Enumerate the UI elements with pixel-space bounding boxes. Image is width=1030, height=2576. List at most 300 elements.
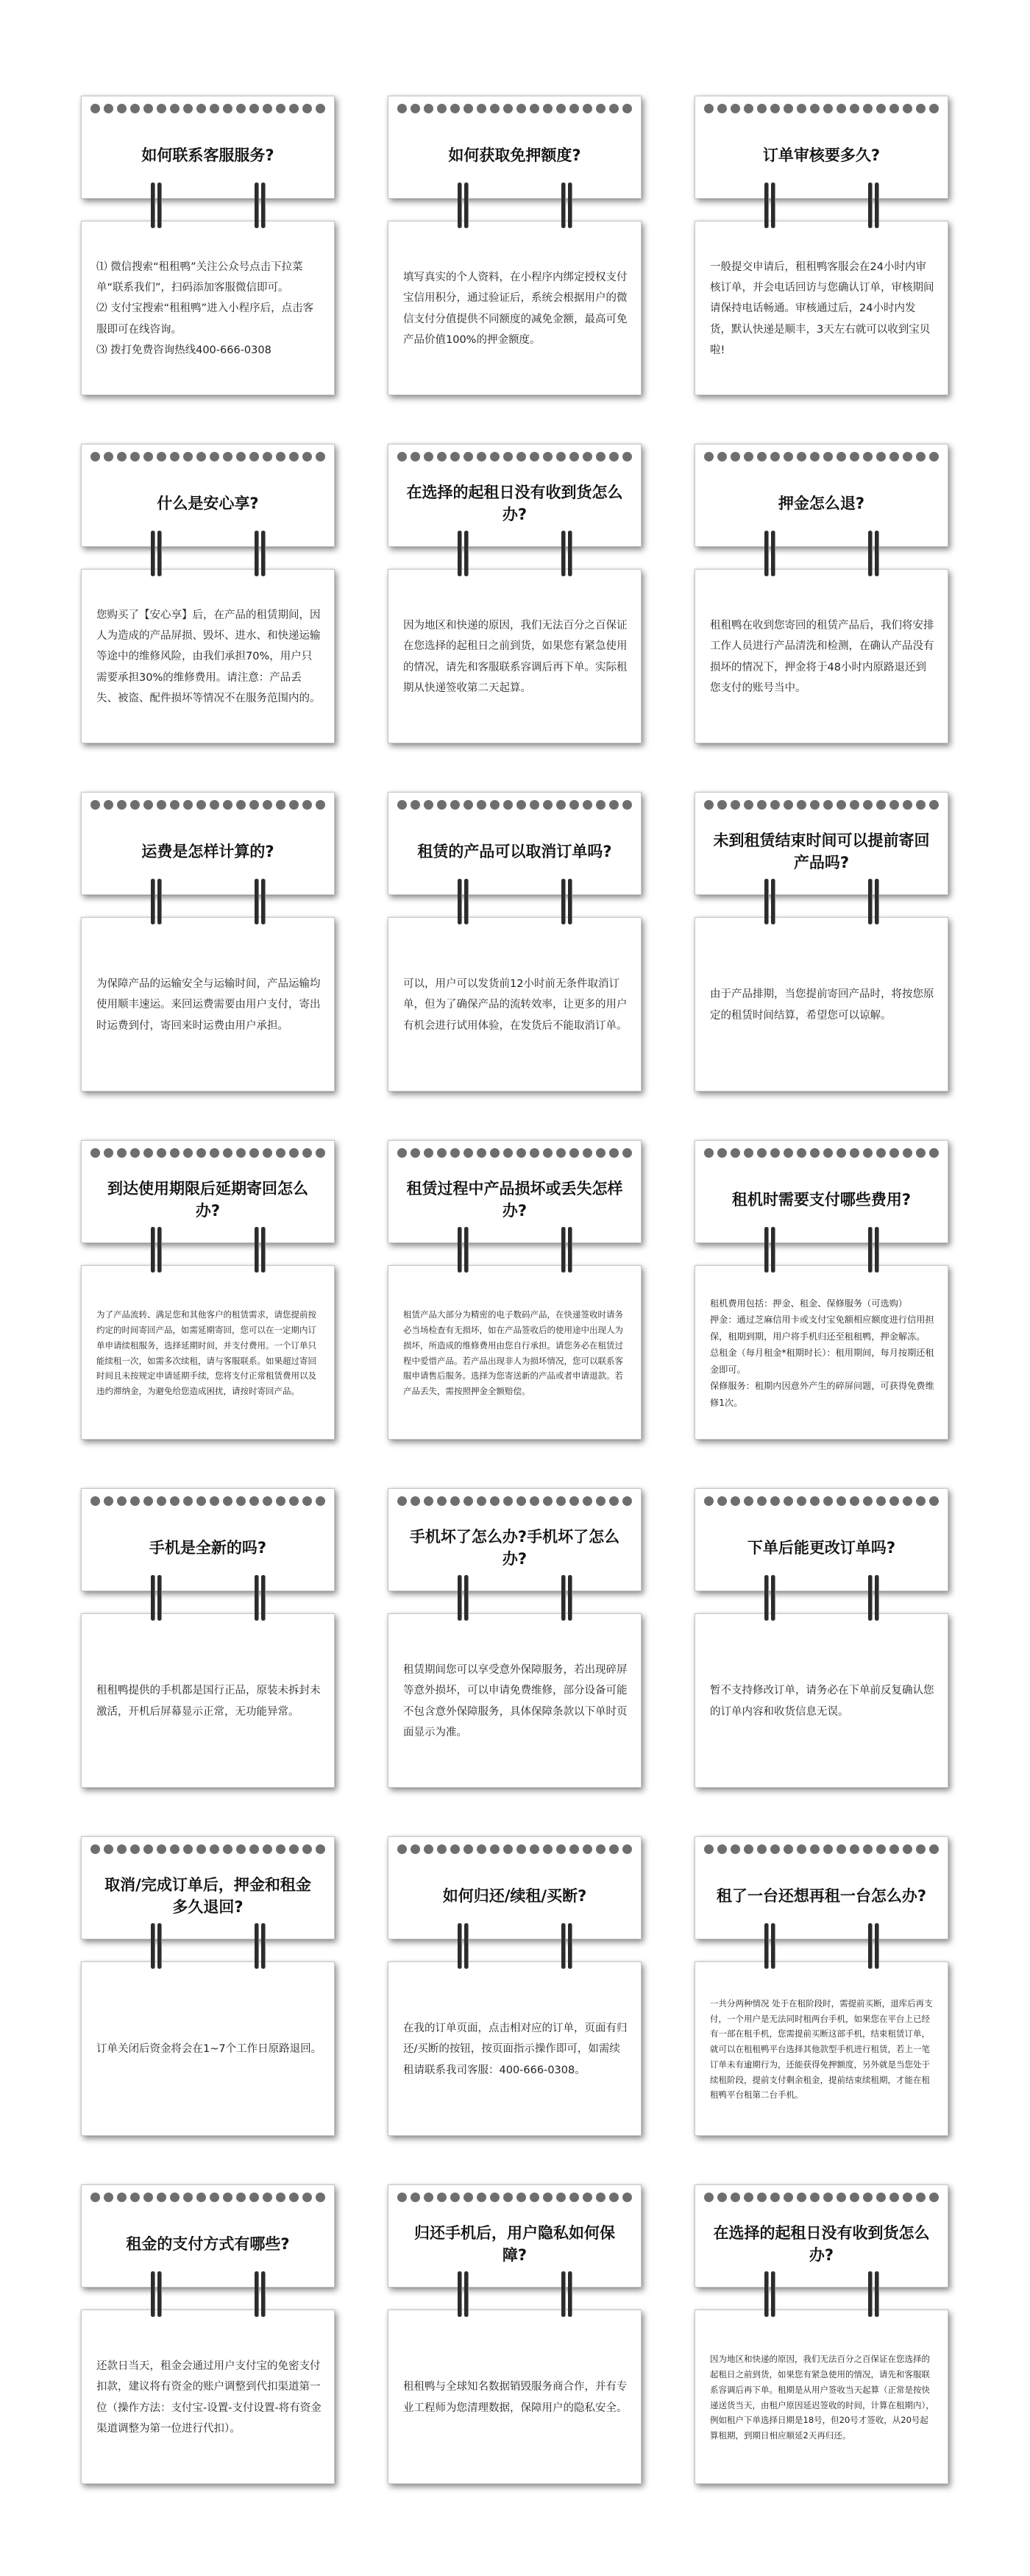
binder-hole-icon: [437, 2193, 447, 2202]
binder-hole-icon: [477, 800, 486, 810]
answer-text: 因为地区和快递的原因，我们无法百分之百保证在您选择的起租日之前到货，如果您有紧急使用的情况，请先和客服联系容调后再下单。实际租期从快递签收第二天起算。: [403, 619, 628, 694]
question-title: 租机时需要支付哪些费用?: [731, 1190, 912, 1209]
binder-hole-icon: [90, 452, 100, 461]
binder-hole-icon: [516, 452, 526, 461]
binder-holes: [397, 2193, 632, 2202]
answer-sheet: [388, 1961, 642, 2136]
binder-hole-icon: [183, 1844, 193, 1854]
binder-hole-icon: [236, 104, 246, 113]
binder-hole-icon: [731, 2193, 740, 2202]
binder-hole-icon: [183, 1496, 193, 1506]
binder-holes: [397, 1844, 632, 1854]
binder-hole-icon: [916, 1496, 926, 1506]
binder-hole-icon: [196, 104, 206, 113]
binder-rings: [695, 2271, 948, 2323]
binder-hole-icon: [717, 800, 727, 810]
binder-rings: [695, 1227, 948, 1278]
binder-ring-icon: [764, 2271, 775, 2317]
answer-body: [403, 1972, 629, 2126]
question-title: 如何获取免押额度?: [448, 146, 581, 164]
binder-hole-icon: [889, 452, 899, 461]
binder-hole-icon: [850, 1148, 859, 1158]
answer-sheet: [695, 1961, 948, 2136]
binder-hole-icon: [302, 2193, 312, 2202]
binder-hole-icon: [397, 800, 407, 810]
binder-hole-icon: [543, 2193, 553, 2202]
binder-hole-icon: [556, 2193, 566, 2202]
binder-hole-icon: [569, 800, 579, 810]
binder-hole-icon: [704, 104, 714, 113]
binder-hole-icon: [876, 1148, 886, 1158]
question-title: 租金的支付方式有哪些?: [126, 2234, 290, 2253]
binder-rings: [81, 531, 335, 582]
binder-hole-icon: [731, 104, 740, 113]
binder-hole-icon: [770, 1148, 780, 1158]
binder-hole-icon: [916, 452, 926, 461]
binder-hole-icon: [276, 452, 285, 461]
binder-hole-icon: [157, 1148, 166, 1158]
answer-body: [710, 1624, 936, 1778]
answer-text: 为保障产品的运输安全与运输时间，产品运输均使用顺丰速运。来回运费需要由用户支付，寄出时运费到付，寄回来时运费由用户承担。: [96, 978, 321, 1032]
binder-hole-icon: [929, 800, 939, 810]
binder-hole-icon: [223, 1148, 232, 1158]
binder-hole-icon: [823, 104, 833, 113]
binder-ring-icon: [255, 1575, 265, 1621]
binder-hole-icon: [810, 1148, 820, 1158]
binder-hole-icon: [289, 2193, 299, 2202]
binder-hole-icon: [450, 2193, 460, 2202]
binder-hole-icon: [411, 104, 420, 113]
binder-ring-icon: [151, 183, 161, 228]
binder-hole-icon: [516, 1148, 526, 1158]
faq-card-10: [81, 1140, 335, 1438]
binder-hole-icon: [117, 104, 127, 113]
binder-hole-icon: [490, 1148, 500, 1158]
binder-hole-icon: [810, 800, 820, 810]
binder-hole-icon: [863, 1844, 873, 1854]
binder-ring-icon: [561, 879, 572, 924]
binder-hole-icon: [170, 1844, 180, 1854]
binder-hole-icon: [424, 104, 433, 113]
binder-hole-icon: [170, 1496, 180, 1506]
binder-hole-icon: [916, 1148, 926, 1158]
binder-ring-icon: [458, 1923, 468, 1969]
binder-hole-icon: [916, 1844, 926, 1854]
binder-hole-icon: [316, 1148, 325, 1158]
binder-hole-icon: [464, 2193, 473, 2202]
answer-sheet: [695, 2310, 948, 2484]
answer-text: 您购买了【安心享】后，在产品的租赁期间，因人为造成的产品屏损、毁坏、进水、和快递运输等途中的维修风险，由我们承担70%，用户只需要承担30%的维修费用。请注意：产品丢失、被盗、配件损坏等情况不在服务范围内的。: [96, 609, 321, 704]
binder-hole-icon: [223, 452, 232, 461]
binder-hole-icon: [437, 104, 447, 113]
binder-hole-icon: [210, 104, 219, 113]
binder-hole-icon: [170, 800, 180, 810]
binder-holes: [704, 2193, 939, 2202]
binder-hole-icon: [784, 2193, 793, 2202]
question-title: 在选择的起租日没有收到货怎么办?: [713, 2223, 930, 2264]
binder-hole-icon: [543, 1496, 553, 1506]
binder-holes: [704, 1496, 939, 1506]
binder-hole-icon: [316, 800, 325, 810]
binder-hole-icon: [569, 1148, 579, 1158]
binder-hole-icon: [837, 1496, 846, 1506]
binder-hole-icon: [411, 800, 420, 810]
binder-hole-icon: [236, 1844, 246, 1854]
binder-hole-icon: [130, 1148, 140, 1158]
binder-hole-icon: [263, 1496, 272, 1506]
binder-rings: [388, 1575, 642, 1627]
binder-hole-icon: [583, 1844, 592, 1854]
binder-hole-icon: [704, 1844, 714, 1854]
binder-hole-icon: [863, 800, 873, 810]
binder-hole-icon: [302, 800, 312, 810]
binder-hole-icon: [117, 1844, 127, 1854]
answer-body: [403, 1276, 629, 1430]
answer-text: 租赁产品大部分为精密的电子数码产品，在快递签收时请务必当场检查有无损坏，如在产品签收后的使用途中出现人为损坏，所造成的维修费用由您自行承担。请您务必在租赁过程中爱惜产品。若产品出现非人为损坏情况，您可以联系客服申请售后服务。选择为您寄送新的产品或者申请退款。若产品丢失，需按照押金全额赔偿。: [403, 1309, 623, 1396]
binder-hole-icon: [823, 452, 833, 461]
answer-sheet: [81, 2310, 335, 2484]
binder-ring-icon: [151, 2271, 161, 2317]
binder-hole-icon: [249, 104, 259, 113]
binder-holes: [90, 452, 325, 461]
binder-hole-icon: [143, 104, 153, 113]
binder-hole-icon: [770, 1496, 780, 1506]
binder-hole-icon: [424, 1148, 433, 1158]
binder-ring-icon: [561, 1575, 572, 1621]
binder-hole-icon: [302, 104, 312, 113]
binder-ring-icon: [255, 1227, 265, 1273]
binder-hole-icon: [424, 2193, 433, 2202]
binder-hole-icon: [596, 104, 605, 113]
binder-hole-icon: [757, 2193, 767, 2202]
binder-hole-icon: [157, 2193, 166, 2202]
binder-hole-icon: [143, 452, 153, 461]
answer-sheet: [81, 221, 335, 395]
binder-hole-icon: [837, 1148, 846, 1158]
binder-hole-icon: [609, 452, 619, 461]
binder-hole-icon: [397, 1844, 407, 1854]
answer-body: [403, 232, 629, 386]
binder-hole-icon: [744, 2193, 753, 2202]
binder-ring-icon: [868, 1227, 878, 1273]
answer-sheet: [388, 1265, 642, 1440]
binder-hole-icon: [863, 1496, 873, 1506]
binder-hole-icon: [863, 1148, 873, 1158]
answer-sheet: [388, 569, 642, 743]
binder-hole-icon: [810, 1844, 820, 1854]
binder-hole-icon: [90, 1844, 100, 1854]
binder-hole-icon: [90, 104, 100, 113]
binder-hole-icon: [210, 1496, 219, 1506]
binder-hole-icon: [622, 1496, 632, 1506]
binder-rings: [81, 2271, 335, 2323]
faq-card-2: [388, 96, 642, 394]
binder-hole-icon: [810, 104, 820, 113]
binder-hole-icon: [249, 452, 259, 461]
binder-hole-icon: [411, 1844, 420, 1854]
binder-rings: [388, 1923, 642, 1975]
binder-hole-icon: [196, 1148, 206, 1158]
binder-holes: [397, 800, 632, 810]
binder-hole-icon: [130, 1844, 140, 1854]
binder-hole-icon: [183, 2193, 193, 2202]
answer-body: [710, 580, 936, 734]
binder-hole-icon: [757, 1844, 767, 1854]
binder-hole-icon: [104, 104, 113, 113]
answer-text: 在我的订单页面，点击相对应的订单，页面有归还/买断的按钮，按页面指示操作即可，如需续租请联系我司客服：400-666-0308。: [403, 2023, 628, 2076]
binder-hole-icon: [622, 452, 632, 461]
binder-hole-icon: [530, 800, 539, 810]
binder-hole-icon: [249, 1844, 259, 1854]
binder-hole-icon: [397, 104, 407, 113]
binder-hole-icon: [596, 1844, 605, 1854]
binder-hole-icon: [130, 800, 140, 810]
answer-sheet: [388, 1613, 642, 1788]
binder-hole-icon: [503, 2193, 513, 2202]
binder-hole-icon: [503, 1496, 513, 1506]
binder-hole-icon: [130, 1496, 140, 1506]
binder-hole-icon: [104, 452, 113, 461]
binder-hole-icon: [437, 1844, 447, 1854]
faq-card-14: [388, 1488, 642, 1786]
binder-hole-icon: [397, 452, 407, 461]
faq-card-5: [388, 444, 642, 742]
binder-ring-icon: [868, 2271, 878, 2317]
binder-hole-icon: [170, 452, 180, 461]
binder-hole-icon: [837, 800, 846, 810]
faq-card-3: [695, 96, 948, 394]
answer-body: [96, 232, 322, 386]
binder-hole-icon: [302, 452, 312, 461]
answer-text: 由于产品排期，当您提前寄回产品时，将按您原定的租赁时间结算，希望您可以谅解。: [710, 988, 934, 1022]
question-title: 运费是怎样计算的?: [141, 842, 274, 860]
binder-hole-icon: [929, 1844, 939, 1854]
binder-hole-icon: [223, 104, 232, 113]
binder-hole-icon: [276, 800, 285, 810]
binder-hole-icon: [556, 1148, 566, 1158]
binder-hole-icon: [104, 1496, 113, 1506]
binder-hole-icon: [464, 104, 473, 113]
faq-card-11: [388, 1140, 642, 1438]
question-title: 下单后能更改订单吗?: [747, 1538, 896, 1557]
binder-holes: [397, 452, 632, 461]
binder-holes: [90, 1148, 325, 1158]
binder-hole-icon: [263, 452, 272, 461]
binder-hole-icon: [850, 1496, 859, 1506]
binder-hole-icon: [583, 104, 592, 113]
answer-sheet: [81, 917, 335, 1091]
binder-hole-icon: [450, 452, 460, 461]
binder-hole-icon: [516, 800, 526, 810]
binder-hole-icon: [210, 1148, 219, 1158]
binder-hole-icon: [757, 800, 767, 810]
binder-ring-icon: [458, 531, 468, 576]
binder-hole-icon: [823, 2193, 833, 2202]
faq-grid: [81, 96, 949, 2483]
answer-text: 一共分两种情况 处于在租阶段时，需提前买断，退库后再支付，一个用户是无法同时租两台手机，如果您在平台上已经有一部在租手机，您需提前买断这部手机，结束租赁订单，就可以在租租鸭平台选择其他款型手机进行租赁，若上一笔订单未有逾期行为，还能获得免押额度，另外就是当您处于续租阶段，提前支付剩余租金，提前结束续租期，才能在租租鸭平台租第二台手机。: [710, 1998, 933, 2101]
binder-hole-icon: [889, 800, 899, 810]
answer-text: 可以，用户可以发货前12小时前无条件取消订单，但为了确保产品的流转效率，让更多的用户有机会进行试用体验，在发货后不能取消订单。: [403, 978, 628, 1032]
binder-hole-icon: [556, 800, 566, 810]
binder-hole-icon: [609, 1148, 619, 1158]
binder-hole-icon: [104, 1844, 113, 1854]
binder-ring-icon: [868, 1575, 878, 1621]
binder-holes: [90, 1844, 325, 1854]
binder-hole-icon: [249, 1148, 259, 1158]
binder-hole-icon: [289, 104, 299, 113]
faq-card-1: [81, 96, 335, 394]
binder-ring-icon: [255, 2271, 265, 2317]
binder-hole-icon: [503, 104, 513, 113]
binder-hole-icon: [609, 104, 619, 113]
binder-hole-icon: [117, 1148, 127, 1158]
binder-hole-icon: [784, 1496, 793, 1506]
binder-ring-icon: [151, 1575, 161, 1621]
binder-rings: [388, 2271, 642, 2323]
binder-hole-icon: [744, 104, 753, 113]
question-title: 租了一台还想再租一台怎么办?: [716, 1886, 927, 1905]
binder-hole-icon: [784, 452, 793, 461]
binder-hole-icon: [717, 1496, 727, 1506]
binder-hole-icon: [464, 1844, 473, 1854]
binder-holes: [397, 1148, 632, 1158]
binder-hole-icon: [157, 104, 166, 113]
binder-holes: [704, 1844, 939, 1854]
binder-hole-icon: [744, 1496, 753, 1506]
binder-ring-icon: [151, 879, 161, 924]
binder-hole-icon: [810, 452, 820, 461]
faq-card-13: [81, 1488, 335, 1786]
binder-hole-icon: [543, 800, 553, 810]
binder-hole-icon: [556, 452, 566, 461]
binder-ring-icon: [764, 531, 775, 576]
binder-hole-icon: [704, 2193, 714, 2202]
binder-ring-icon: [255, 531, 265, 576]
binder-hole-icon: [424, 1496, 433, 1506]
binder-ring-icon: [868, 879, 878, 924]
answer-sheet: [695, 1265, 948, 1440]
binder-hole-icon: [477, 104, 486, 113]
binder-hole-icon: [929, 1148, 939, 1158]
binder-hole-icon: [302, 1844, 312, 1854]
binder-hole-icon: [889, 1148, 899, 1158]
binder-ring-icon: [458, 879, 468, 924]
binder-holes: [397, 1496, 632, 1506]
binder-hole-icon: [450, 800, 460, 810]
binder-hole-icon: [797, 1496, 806, 1506]
binder-rings: [81, 1923, 335, 1975]
binder-ring-icon: [458, 2271, 468, 2317]
faq-card-9: [695, 792, 948, 1090]
binder-hole-icon: [477, 452, 486, 461]
binder-hole-icon: [397, 2193, 407, 2202]
binder-hole-icon: [784, 1844, 793, 1854]
binder-hole-icon: [876, 2193, 886, 2202]
binder-hole-icon: [784, 800, 793, 810]
binder-ring-icon: [868, 183, 878, 228]
binder-hole-icon: [223, 1496, 232, 1506]
binder-hole-icon: [503, 800, 513, 810]
binder-hole-icon: [183, 452, 193, 461]
binder-hole-icon: [223, 1844, 232, 1854]
binder-hole-icon: [569, 104, 579, 113]
binder-ring-icon: [458, 183, 468, 228]
binder-hole-icon: [797, 1148, 806, 1158]
binder-hole-icon: [596, 2193, 605, 2202]
binder-hole-icon: [916, 800, 926, 810]
binder-hole-icon: [289, 800, 299, 810]
binder-hole-icon: [490, 1496, 500, 1506]
binder-hole-icon: [797, 104, 806, 113]
answer-text: 租租鸭与全球知名数据销毁服务商合作，并有专业工程师为您清理数据，保障用户的隐私安全。: [403, 2381, 628, 2414]
binder-hole-icon: [863, 452, 873, 461]
binder-hole-icon: [196, 1844, 206, 1854]
question-title: 归还手机后，用户隐私如何保障?: [414, 2223, 615, 2264]
binder-hole-icon: [411, 2193, 420, 2202]
binder-ring-icon: [561, 531, 572, 576]
binder-hole-icon: [90, 2193, 100, 2202]
binder-hole-icon: [477, 1148, 486, 1158]
answer-sheet: [695, 917, 948, 1091]
binder-holes: [704, 104, 939, 113]
binder-hole-icon: [622, 800, 632, 810]
binder-hole-icon: [596, 800, 605, 810]
binder-hole-icon: [863, 2193, 873, 2202]
binder-hole-icon: [731, 452, 740, 461]
binder-hole-icon: [450, 1148, 460, 1158]
faq-card-18: [695, 1836, 948, 2134]
binder-hole-icon: [411, 452, 420, 461]
binder-hole-icon: [916, 104, 926, 113]
binder-hole-icon: [196, 2193, 206, 2202]
question-title: 到达使用期限后延期寄回怎么办?: [107, 1179, 308, 1220]
binder-hole-icon: [249, 800, 259, 810]
binder-holes: [90, 1496, 325, 1506]
binder-hole-icon: [117, 1496, 127, 1506]
answer-text: 租机费用包括：押金、租金、保修服务（可选购） 押金：通过芝麻信用卡或支付宝免额相应额度进行信用担保，租期到期，用户将手机归还至租租鸭，押金解冻。 总租金（每月租金*租期时长）：租用期间，每月按期还租金即可。 保修服务：租期内因意外产生的碎屏问题，可获得免费维修1次。: [710, 1298, 934, 1408]
binder-hole-icon: [157, 1496, 166, 1506]
binder-hole-icon: [757, 1148, 767, 1158]
binder-hole-icon: [903, 1496, 912, 1506]
binder-ring-icon: [255, 1923, 265, 1969]
question-title: 租赁过程中产品损坏或丢失怎样办?: [406, 1179, 623, 1220]
question-title: 押金怎么退?: [778, 494, 865, 512]
binder-hole-icon: [903, 452, 912, 461]
binder-hole-icon: [744, 1148, 753, 1158]
binder-hole-icon: [263, 104, 272, 113]
binder-ring-icon: [151, 1923, 161, 1969]
answer-body: [96, 2321, 322, 2474]
binder-hole-icon: [289, 1148, 299, 1158]
binder-hole-icon: [424, 800, 433, 810]
answer-body: [403, 580, 629, 734]
answer-text: 为了产品流转、满足您和其他客户的租赁需求，请您提前按约定的时间寄回产品，如需延期寄回，您可以在一定期内订单申请续租服务，选择延期时间，并支付费用。一个订单只能续租一次，如需多次续租，请与客服联系。如果超过寄回时间且未按规定申请延期手续，您将支付正常租赁费用以及违约滞纳金，为避免给您造成困扰，请按时寄回产品。: [96, 1309, 316, 1396]
binder-hole-icon: [757, 104, 767, 113]
binder-hole-icon: [223, 2193, 232, 2202]
binder-hole-icon: [316, 104, 325, 113]
binder-hole-icon: [302, 1148, 312, 1158]
binder-hole-icon: [731, 800, 740, 810]
question-title: 订单审核要多久?: [762, 146, 881, 164]
answer-body: [710, 928, 936, 1082]
binder-hole-icon: [90, 800, 100, 810]
binder-hole-icon: [276, 2193, 285, 2202]
binder-hole-icon: [850, 2193, 859, 2202]
binder-hole-icon: [717, 2193, 727, 2202]
binder-hole-icon: [704, 800, 714, 810]
binder-hole-icon: [104, 800, 113, 810]
binder-hole-icon: [744, 1844, 753, 1854]
